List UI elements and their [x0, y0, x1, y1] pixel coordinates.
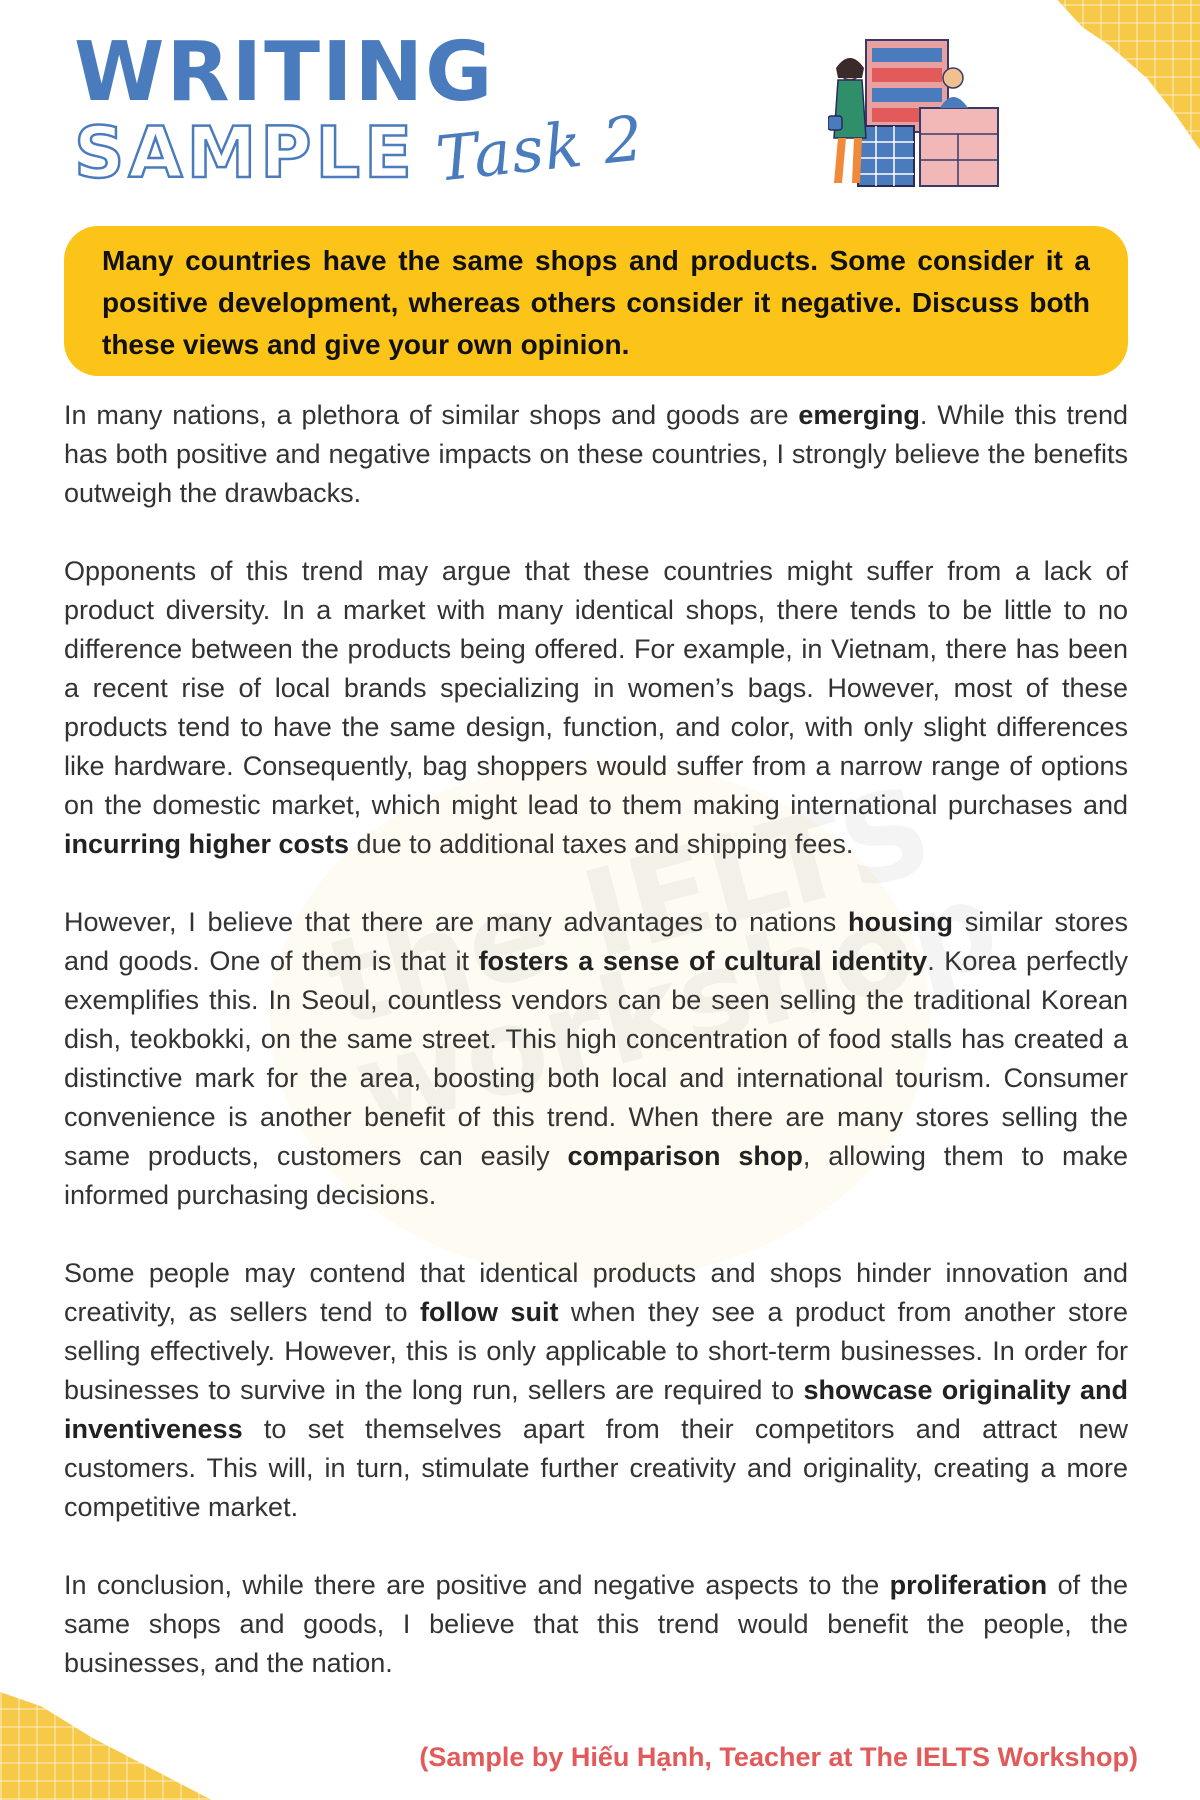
shopping-store-icon	[828, 38, 1000, 188]
task-prompt-text: Many countries have the same shops and products. Some consider it a positive development, whereas others consider it negative. Discuss both these views and give your own opinion.	[102, 245, 1090, 360]
highlighted-phrase: emerging	[798, 400, 920, 430]
highlighted-phrase: showcase originality and inventiveness	[64, 1375, 1128, 1444]
essay-paragraph	[64, 552, 1128, 864]
essay-text: , allowing them to make informed purchasing decisions.	[64, 1141, 1129, 1210]
essay-paragraph	[64, 396, 1128, 513]
highlighted-phrase: follow suit	[419, 1297, 559, 1327]
essay-body	[64, 396, 1128, 1722]
highlighted-phrase: incurring higher costs	[64, 829, 350, 859]
essay-text: due to additional taxes and shipping fees.	[349, 829, 854, 859]
highlighted-phrase: comparison shop	[567, 1141, 803, 1171]
essay-text: Opponents of this trend may argue that these countries might suffer from a lack of product diversity. In a market with many identical shops, there tends to be little to no difference between the products being offered. For example, in Vietnam, there has been a recent rise of local brands specializing in women’s bags. However, most of these products tend to have the same design, function, and color, with only slight differences like hardware. Consequently, bag shoppers would suffer from a narrow range of options on the domestic market, which might lead to them making international purchases and	[64, 556, 1128, 820]
essay-text: of the same shops and goods, I believe that this trend would benefit the people, the businesses, and the nation.	[64, 1570, 1129, 1678]
sample-credit: (Sample by Hiếu Hạnh, Teacher at The IELTS Workshop)	[419, 1742, 1138, 1772]
essay-text: to set themselves apart from their competitors and attract new customers. This will, in turn, stimulate further creativity and originality, creating a more competitive market.	[64, 1414, 1128, 1522]
essay-paragraph	[64, 903, 1128, 1215]
essay-text: Some people may contend that identical products and shops hinder innovation and creativity, as sellers tend to	[64, 1258, 1128, 1327]
essay-text: . While this trend has both positive and negative impacts on these countries, I strongly believe the benefits outweigh the drawbacks.	[64, 400, 1128, 508]
essay-text: . Korea perfectly exemplifies this. In Seoul, countless vendors can be seen selling the traditional Korean dish, teokbokki, on the same street. This high concentration of food stalls has created a distinctive mark for the area, boosting both local and international tourism. Consumer convenience is another benefit of this trend. When there are many stores selling the same products, customers can easily	[64, 946, 1129, 1171]
highlighted-phrase: fosters a sense of cultural identity	[478, 946, 928, 976]
title-writing: WRITING	[74, 25, 495, 120]
corner-decoration-top-right	[1010, 0, 1200, 150]
title-sample: SAMPLE	[74, 112, 416, 194]
essay-text: However, I believe that there are many advantages to nations	[64, 907, 848, 937]
essay-text: when they see a product from another store selling effectively. However, this is only applicable to short-term businesses. In order for businesses to survive in the long run, sellers are required to	[64, 1297, 1129, 1405]
essay-text: In many nations, a plethora of similar shops and goods are	[64, 400, 799, 430]
highlighted-phrase: proliferation	[889, 1570, 1048, 1600]
highlighted-phrase: housing	[847, 907, 953, 937]
title-task: Task 2	[432, 101, 648, 196]
task-prompt-box	[64, 226, 1128, 376]
essay-text: In conclusion, while there are positive and negative aspects to the	[64, 1570, 890, 1600]
essay-paragraph	[64, 1254, 1128, 1527]
essay-text: similar stores and goods. One of them is that it	[64, 907, 1128, 976]
essay-paragraph	[64, 1566, 1128, 1683]
